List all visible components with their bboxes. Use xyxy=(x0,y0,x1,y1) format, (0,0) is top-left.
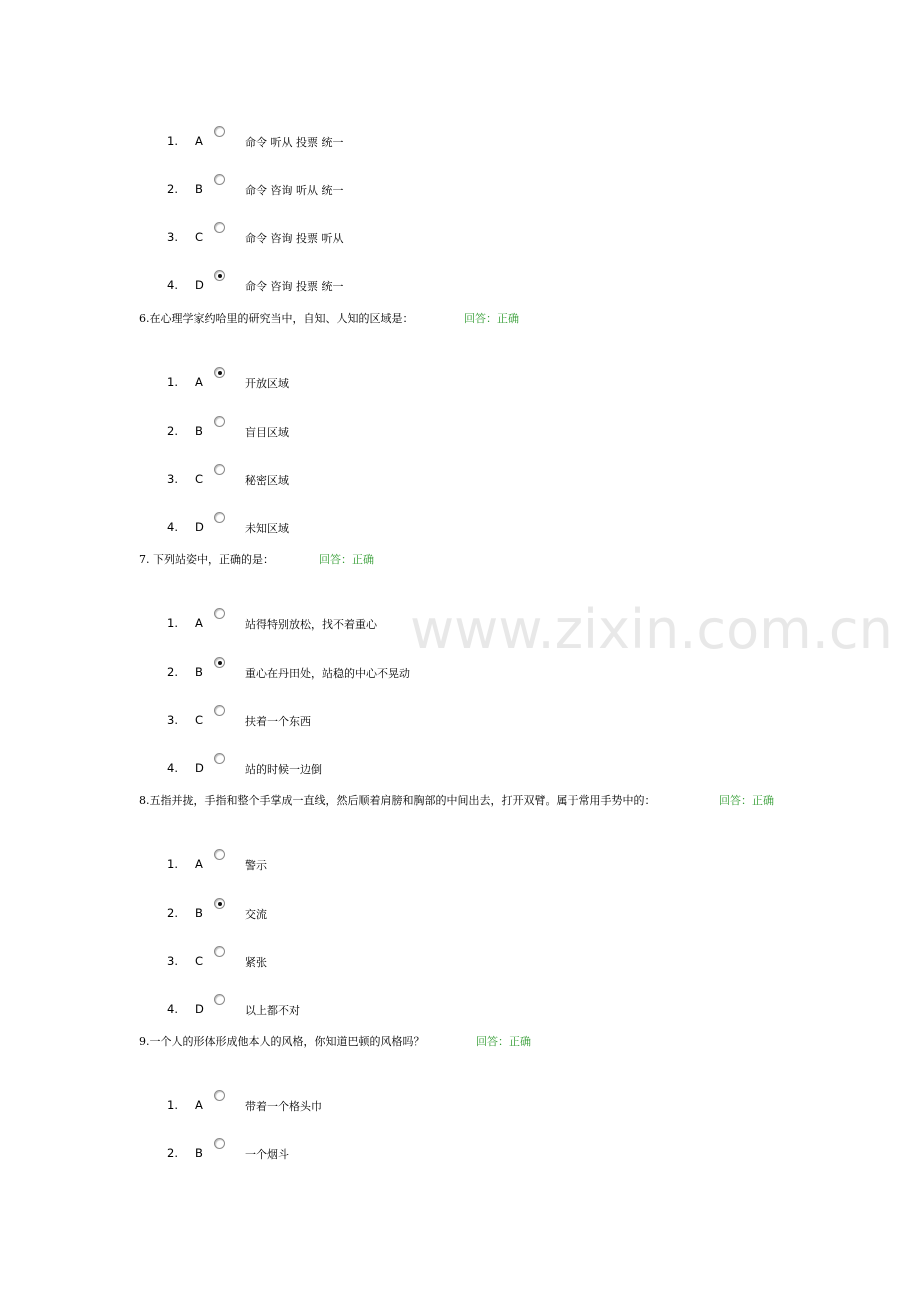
option-number: 1. xyxy=(167,134,178,148)
option-number: 3. xyxy=(167,472,178,486)
option-letter: D xyxy=(195,278,204,292)
option-text: 命令 听从 投票 统一 xyxy=(245,136,344,149)
option-text: 一个烟斗 xyxy=(245,1148,289,1161)
option-row xyxy=(0,424,400,444)
answer-status: 回答：正确 xyxy=(319,553,374,566)
radio-button[interactable] xyxy=(214,753,225,764)
option-text: 交流 xyxy=(245,908,267,921)
radio-button[interactable] xyxy=(214,994,225,1005)
option-number: 4. xyxy=(167,278,178,292)
option-number: 3. xyxy=(167,954,178,968)
answer-status: 回答：正确 xyxy=(719,794,774,807)
radio-button[interactable] xyxy=(214,464,225,475)
option-row xyxy=(0,713,400,733)
option-number: 2. xyxy=(167,424,178,438)
option-letter: A xyxy=(195,616,203,630)
option-number: 1. xyxy=(167,857,178,871)
radio-button[interactable] xyxy=(214,174,225,185)
radio-button[interactable] xyxy=(214,416,225,427)
radio-button[interactable] xyxy=(214,946,225,957)
radio-button[interactable] xyxy=(214,1138,225,1149)
option-letter: C xyxy=(195,954,204,968)
option-text: 扶着一个东西 xyxy=(245,715,311,728)
option-text: 警示 xyxy=(245,859,267,872)
option-row xyxy=(0,761,400,781)
question-6-text: 6.在心理学家约哈里的研究当中，自知、人知的区域是： xyxy=(139,312,414,325)
radio-button[interactable] xyxy=(214,608,225,619)
option-text: 紧张 xyxy=(245,956,267,969)
answer-status: 回答：正确 xyxy=(464,312,519,325)
option-number: 1. xyxy=(167,1098,178,1112)
option-text: 命令 咨询 投票 听从 xyxy=(245,232,344,245)
option-row xyxy=(0,278,400,298)
radio-button[interactable] xyxy=(214,512,225,523)
option-row xyxy=(0,375,400,395)
radio-button-selected[interactable] xyxy=(214,270,225,281)
option-number: 4. xyxy=(167,1002,178,1016)
option-letter: A xyxy=(195,134,203,148)
option-text: 命令 咨询 听从 统一 xyxy=(245,184,344,197)
option-text: 站的时候一边倒 xyxy=(245,763,322,776)
option-row xyxy=(0,520,400,540)
question-7-text: 7. 下列站姿中，正确的是： xyxy=(139,553,274,566)
option-number: 3. xyxy=(167,230,178,244)
option-number: 1. xyxy=(167,616,178,630)
radio-button-selected[interactable] xyxy=(214,898,225,909)
option-text: 开放区域 xyxy=(245,377,289,390)
option-row xyxy=(0,857,400,877)
radio-dot xyxy=(218,902,222,906)
option-row xyxy=(0,1002,400,1022)
option-letter: B xyxy=(195,906,203,920)
option-text: 命令 咨询 投票 统一 xyxy=(245,280,344,293)
radio-button[interactable] xyxy=(214,126,225,137)
option-letter: D xyxy=(195,1002,204,1016)
option-text: 未知区域 xyxy=(245,522,289,535)
radio-button[interactable] xyxy=(214,1090,225,1101)
option-text: 秘密区域 xyxy=(245,474,289,487)
option-letter: A xyxy=(195,375,203,389)
radio-button-selected[interactable] xyxy=(214,657,225,668)
option-letter: B xyxy=(195,665,203,679)
option-text: 带着一个格头巾 xyxy=(245,1100,322,1113)
option-letter: A xyxy=(195,857,203,871)
option-text: 盲目区域 xyxy=(245,426,289,439)
radio-dot xyxy=(218,371,222,375)
option-row xyxy=(0,906,400,926)
radio-button[interactable] xyxy=(214,849,225,860)
option-number: 4. xyxy=(167,761,178,775)
option-row xyxy=(0,665,410,685)
option-row xyxy=(0,134,400,154)
option-letter: C xyxy=(195,230,204,244)
radio-dot xyxy=(218,274,222,278)
option-number: 2. xyxy=(167,665,178,679)
option-text: 以上都不对 xyxy=(245,1004,300,1017)
option-row xyxy=(0,1146,400,1166)
option-text: 站得特别放松，找不着重心 xyxy=(245,618,377,631)
option-letter: A xyxy=(195,1098,203,1112)
option-row xyxy=(0,616,400,636)
question-8-text: 8.五指并拢，手指和整个手掌成一直线，然后顺着肩膀和胸部的中间出去，打开双臂。属于常用手势中的： xyxy=(139,794,656,807)
option-letter: D xyxy=(195,761,204,775)
radio-button[interactable] xyxy=(214,705,225,716)
radio-button-selected[interactable] xyxy=(214,367,225,378)
option-number: 2. xyxy=(167,906,178,920)
option-row xyxy=(0,472,400,492)
watermark: www.zixin.com.cn xyxy=(410,598,893,661)
option-text: 重心在丹田处，站稳的中心不晃动 xyxy=(245,667,410,680)
question-9-text: 9.一个人的形体形成他本人的风格，你知道巴顿的风格吗？ xyxy=(139,1035,425,1048)
answer-status: 回答：正确 xyxy=(476,1035,531,1048)
option-letter: B xyxy=(195,424,203,438)
option-number: 2. xyxy=(167,1146,178,1160)
option-number: 4. xyxy=(167,520,178,534)
option-row xyxy=(0,182,400,202)
option-row xyxy=(0,230,400,250)
option-letter: C xyxy=(195,472,204,486)
option-row xyxy=(0,1098,400,1118)
option-letter: C xyxy=(195,713,204,727)
option-letter: D xyxy=(195,520,204,534)
option-number: 1. xyxy=(167,375,178,389)
option-letter: B xyxy=(195,1146,203,1160)
option-letter: B xyxy=(195,182,203,196)
radio-dot xyxy=(218,661,222,665)
radio-button[interactable] xyxy=(214,222,225,233)
option-row xyxy=(0,954,400,974)
option-number: 3. xyxy=(167,713,178,727)
option-number: 2. xyxy=(167,182,178,196)
